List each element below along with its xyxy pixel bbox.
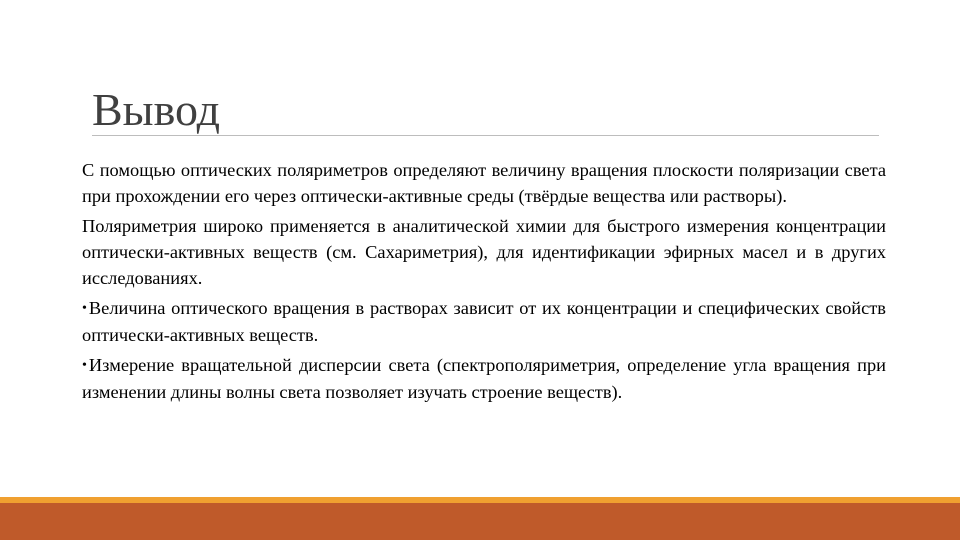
bullet-text: Измерение вращательной дисперсии света (спектрополяриметрия, определение угла вращения при изменении длины волны света позволяет изучать строение веществ). bbox=[82, 355, 886, 402]
title-divider bbox=[92, 135, 879, 136]
paragraph-text: Поляриметрия широко применяется в аналитической химии для быстрого измерения концентрации оптически-активных веществ (см. Сахариметрия), для идентификации эфирных масел и в других исследованиях. bbox=[82, 216, 886, 288]
bullet-item-2 bbox=[82, 352, 886, 405]
bullet-item-1 bbox=[82, 295, 886, 348]
paragraph-text: С помощью оптических поляриметров определяют величину вращения плоскости поляризации света при прохождении его через оптически-активные среды (твёрдые вещества или растворы). bbox=[82, 160, 886, 206]
slide-title: Вывод bbox=[92, 84, 221, 135]
accent-bar-thick bbox=[0, 503, 960, 540]
bullet-icon: • bbox=[82, 358, 87, 373]
paragraph-1 bbox=[82, 157, 886, 209]
paragraph-2 bbox=[82, 213, 886, 291]
slide-body bbox=[82, 157, 886, 405]
bullet-icon: • bbox=[82, 301, 87, 316]
bullet-text: Величина оптического вращения в растворах зависит от их концентрации и специфических свойств оптически-активных веществ. bbox=[82, 298, 886, 345]
